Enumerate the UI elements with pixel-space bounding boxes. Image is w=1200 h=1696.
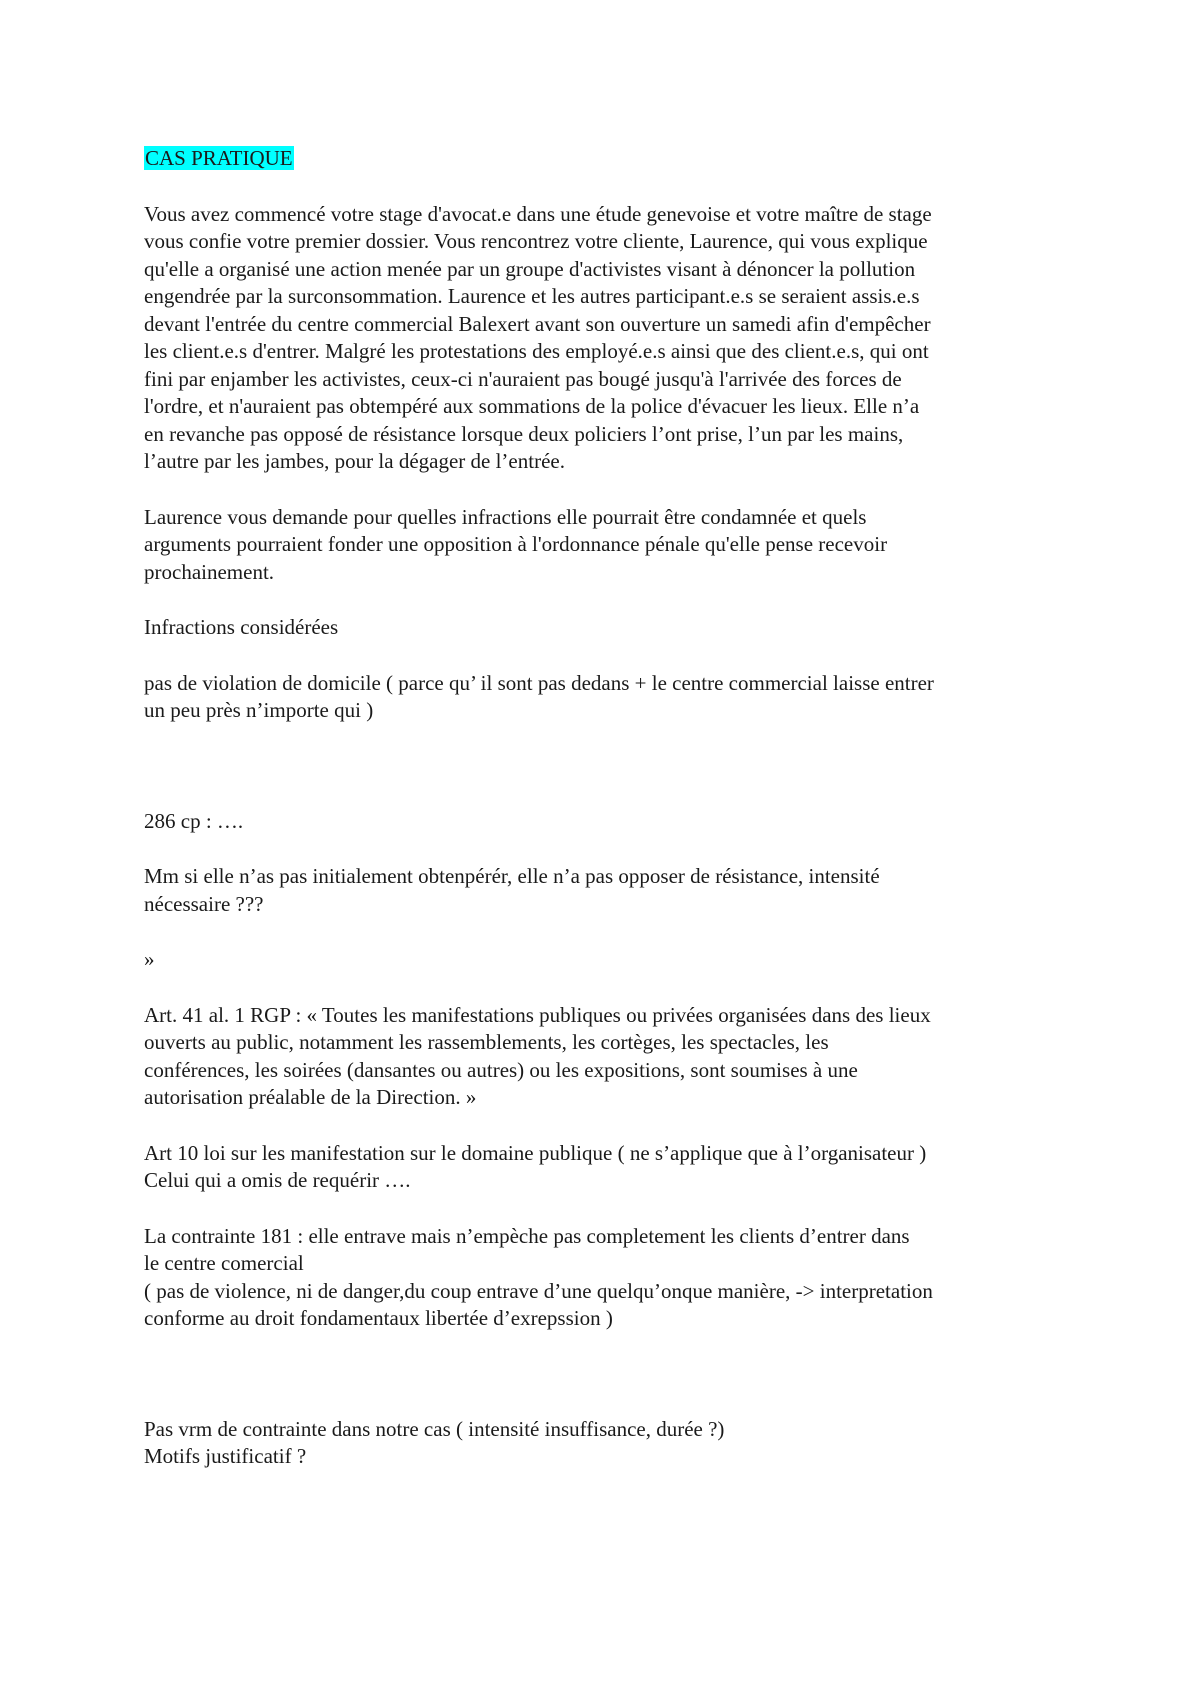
document-body	[144, 145, 1074, 1471]
text-line: qu'elle a organisé une action menée par un groupe d'activistes visant à dénoncer la pollution	[144, 256, 916, 281]
note-paragraph	[144, 1140, 1074, 1195]
text-line: prochainement.	[144, 559, 275, 584]
text-line: ouverts au public, notamment les rassemblements, les cortèges, les spectacles, les	[144, 1030, 829, 1054]
text-line: l'ordre, et n'auraient pas obtempéré aux sommations de la police d'évacuer les lieux. Elle n’a	[144, 394, 920, 418]
text-line: conforme au droit fondamentaux libertée d’exrepssion )	[144, 1306, 613, 1330]
text-line: ( pas de violence, ni de danger,du coup entrave d’une quelqu’onque manière, -> interpretation	[144, 1278, 933, 1303]
text-line: devant l'entrée du centre commercial Balexert avant son ouverture un samedi afin d'empêcher	[144, 311, 931, 336]
text-line: les client.e.s d'entrer. Malgré les protestations des employé.e.s ainsi que des client.e.s, qui ont	[144, 339, 929, 363]
text-line: Pas vrm de contrainte dans notre cas ( intensité insuffisance, durée ?)	[144, 1416, 725, 1441]
case-paragraph	[144, 201, 1074, 476]
text-line: vous confie votre premier dossier. Vous rencontrez votre cliente, Laurence, qui vous explique	[144, 229, 928, 253]
quote-paragraph	[144, 1002, 1074, 1112]
text-line: Celui qui a omis de requérir ….	[144, 1168, 411, 1192]
section-heading	[144, 614, 1074, 642]
note-paragraph	[144, 1223, 1074, 1333]
text-line: Laurence vous demande pour quelles infractions elle pourrait être condamnée et quels	[144, 504, 867, 529]
text-line: fini par enjamber les activistes, ceux-ci n'auraient pas bougé jusqu'à l'arrivée des forces de	[144, 366, 902, 391]
text-line: Vous avez commencé votre stage d'avocat.e dans une étude genevoise et votre maître de stage	[144, 201, 932, 226]
text-line: conférences, les soirées (dansantes ou autres) ou les expositions, sont soumises à une	[144, 1057, 858, 1082]
text-line: en revanche pas opposé de résistance lorsque deux policiers l’ont prise, l’un par les mains,	[144, 421, 904, 446]
text-line: arguments pourraient fonder une opposition à l'ordonnance pénale qu'elle pense recevoir	[144, 532, 888, 556]
heading-line	[144, 145, 1074, 173]
text-line: le centre comercial	[144, 1251, 304, 1275]
text-line: Art 10 loi sur les manifestation sur le domaine publique ( ne s’applique que à l’organisateur )	[144, 1140, 927, 1165]
note-paragraph	[144, 670, 1074, 725]
text-line: 286 cp : ….	[144, 808, 244, 833]
page-title: CAS PRATIQUE	[145, 146, 293, 170]
text-line: pas de violation de domicile ( parce qu’ il sont pas dedans + le centre commercial laisse entrer	[144, 670, 934, 695]
text-line: Mm si elle n’as pas initialement obtenpérér, elle n’a pas opposer de résistance, intensité	[144, 864, 880, 888]
note-paragraph	[144, 863, 1074, 918]
text-line: Motifs justificatif ?	[144, 1444, 307, 1468]
note-paragraph	[144, 808, 1074, 836]
text-line: l’autre par les jambes, pour la dégager de l’entrée.	[144, 449, 565, 473]
text-line: nécessaire ???	[144, 891, 264, 916]
note-paragraph	[144, 946, 1074, 974]
text-line: un peu près n’importe qui )	[144, 698, 374, 722]
text-line: engendrée par la surconsommation. Laurence et les autres participant.e.s se seraient assis.e.s	[144, 284, 920, 308]
text-line: La contrainte 181 : elle entrave mais n’empèche pas completement les clients d’entrer dans	[144, 1223, 910, 1248]
text-line: Infractions considérées	[144, 615, 339, 639]
text-line: Art. 41 al. 1 RGP : « Toutes les manifestations publiques ou privées organisées dans des lieux	[144, 1002, 931, 1027]
question-paragraph	[144, 504, 1074, 587]
text-line: autorisation préalable de la Direction. »	[144, 1085, 477, 1109]
note-paragraph	[144, 1416, 1074, 1471]
text-line: »	[144, 947, 155, 971]
